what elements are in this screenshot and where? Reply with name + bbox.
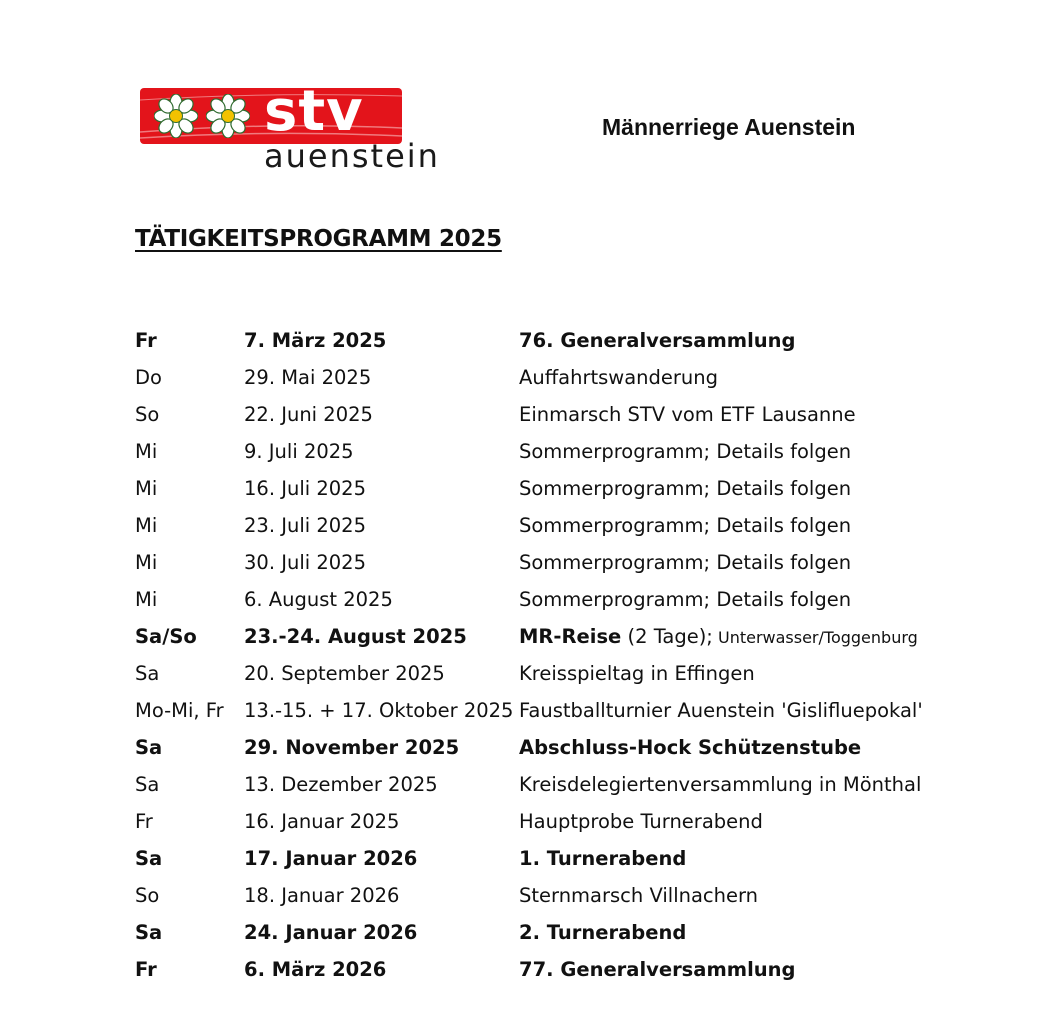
row-day: Mi — [135, 440, 158, 463]
row-day: So — [135, 884, 160, 907]
row-day: Fr — [135, 329, 157, 352]
row-day: Mi — [135, 514, 158, 537]
row-event-title: MR-Reise — [519, 625, 622, 648]
schedule-row — [135, 803, 955, 840]
stv-logo — [140, 88, 480, 175]
schedule-row — [135, 729, 955, 766]
row-date: 24. Januar 2026 — [244, 921, 418, 944]
schedule-list — [135, 322, 955, 988]
row-day: Fr — [135, 958, 157, 981]
edelweiss-flower-icon — [206, 94, 250, 138]
schedule-row — [135, 433, 955, 470]
schedule-row — [135, 507, 955, 544]
row-date: 20. September 2025 — [244, 662, 445, 685]
logo-banner — [140, 88, 402, 144]
row-event: Abschluss-Hock Schützenstube — [519, 736, 862, 759]
row-event: Sommerprogramm; Details folgen — [519, 477, 852, 500]
row-date: 29. Mai 2025 — [244, 366, 372, 389]
row-event: Faustballturnier Auenstein 'Gislifluepokal' — [519, 699, 923, 722]
row-day: Do — [135, 366, 162, 389]
row-date: 9. Juli 2025 — [244, 440, 354, 463]
schedule-row — [135, 914, 955, 951]
row-day: Sa — [135, 847, 163, 870]
row-event: Sommerprogramm; Details folgen — [519, 588, 852, 611]
row-date: 18. Januar 2026 — [244, 884, 400, 907]
row-event: 1. Turnerabend — [519, 847, 687, 870]
row-date: 16. Juli 2025 — [244, 477, 366, 500]
row-event: Sommerprogramm; Details folgen — [519, 440, 852, 463]
row-event: Einmarsch STV vom ETF Lausanne — [519, 403, 856, 426]
row-date: 17. Januar 2026 — [244, 847, 418, 870]
schedule-row — [135, 581, 955, 618]
row-event: 76. Generalversammlung — [519, 329, 796, 352]
page-title: TÄTIGKEITSPROGRAMM 2025 — [135, 226, 502, 252]
row-event: Hauptprobe Turnerabend — [519, 810, 763, 833]
schedule-row — [135, 655, 955, 692]
row-date: 16. Januar 2025 — [244, 810, 400, 833]
row-event: Sommerprogramm; Details folgen — [519, 551, 852, 574]
schedule-row — [135, 766, 955, 803]
row-date: 7. März 2025 — [244, 329, 387, 352]
row-event: Kreisspieltag in Effingen — [519, 662, 755, 685]
row-date: 6. August 2025 — [244, 588, 393, 611]
row-event: Auffahrtswanderung — [519, 366, 719, 389]
row-day: Mi — [135, 551, 158, 574]
schedule-row — [135, 359, 955, 396]
row-date: 23. Juli 2025 — [244, 514, 366, 537]
row-day: Mo-Mi, Fr — [135, 699, 224, 722]
edelweiss-flower-icon — [154, 94, 198, 138]
row-date: 6. März 2026 — [244, 958, 387, 981]
row-event: Sternmarsch Villnachern — [519, 884, 759, 907]
organization-name: Männerriege Auenstein — [602, 114, 856, 140]
row-event-detail: Unterwasser/Toggenburg — [712, 628, 918, 647]
schedule-row — [135, 840, 955, 877]
row-day: Sa — [135, 736, 163, 759]
schedule-row — [135, 877, 955, 914]
row-event: 2. Turnerabend — [519, 921, 687, 944]
row-date: 13. Dezember 2025 — [244, 773, 438, 796]
row-date: 13.-15. + 17. Oktober 2025 — [244, 699, 514, 722]
row-date: 30. Juli 2025 — [244, 551, 366, 574]
row-day: Mi — [135, 588, 158, 611]
row-day: Sa — [135, 773, 160, 796]
schedule-row — [135, 692, 955, 729]
row-date: 23.-24. August 2025 — [244, 625, 467, 648]
row-event: Kreisdelegiertenversammlung in Mönthal — [519, 773, 922, 796]
row-date: 29. November 2025 — [244, 736, 460, 759]
row-event-note: (2 Tage); — [621, 625, 713, 648]
schedule-row — [135, 470, 955, 507]
schedule-row — [135, 396, 955, 433]
row-day: Fr — [135, 810, 153, 833]
schedule-row — [135, 951, 955, 988]
schedule-row — [135, 618, 955, 655]
row-day: Sa/So — [135, 625, 197, 648]
row-event — [519, 618, 918, 656]
logo-subtitle: auenstein — [264, 137, 440, 175]
row-event: Sommerprogramm; Details folgen — [519, 514, 852, 537]
row-day: Sa — [135, 921, 163, 944]
schedule-row — [135, 544, 955, 581]
schedule-row — [135, 322, 955, 359]
row-event: 77. Generalversammlung — [519, 958, 796, 981]
row-day: So — [135, 403, 160, 426]
row-day: Sa — [135, 662, 160, 685]
row-date: 22. Juni 2025 — [244, 403, 373, 426]
row-day: Mi — [135, 477, 158, 500]
logo-wordmark: stv — [264, 88, 364, 144]
